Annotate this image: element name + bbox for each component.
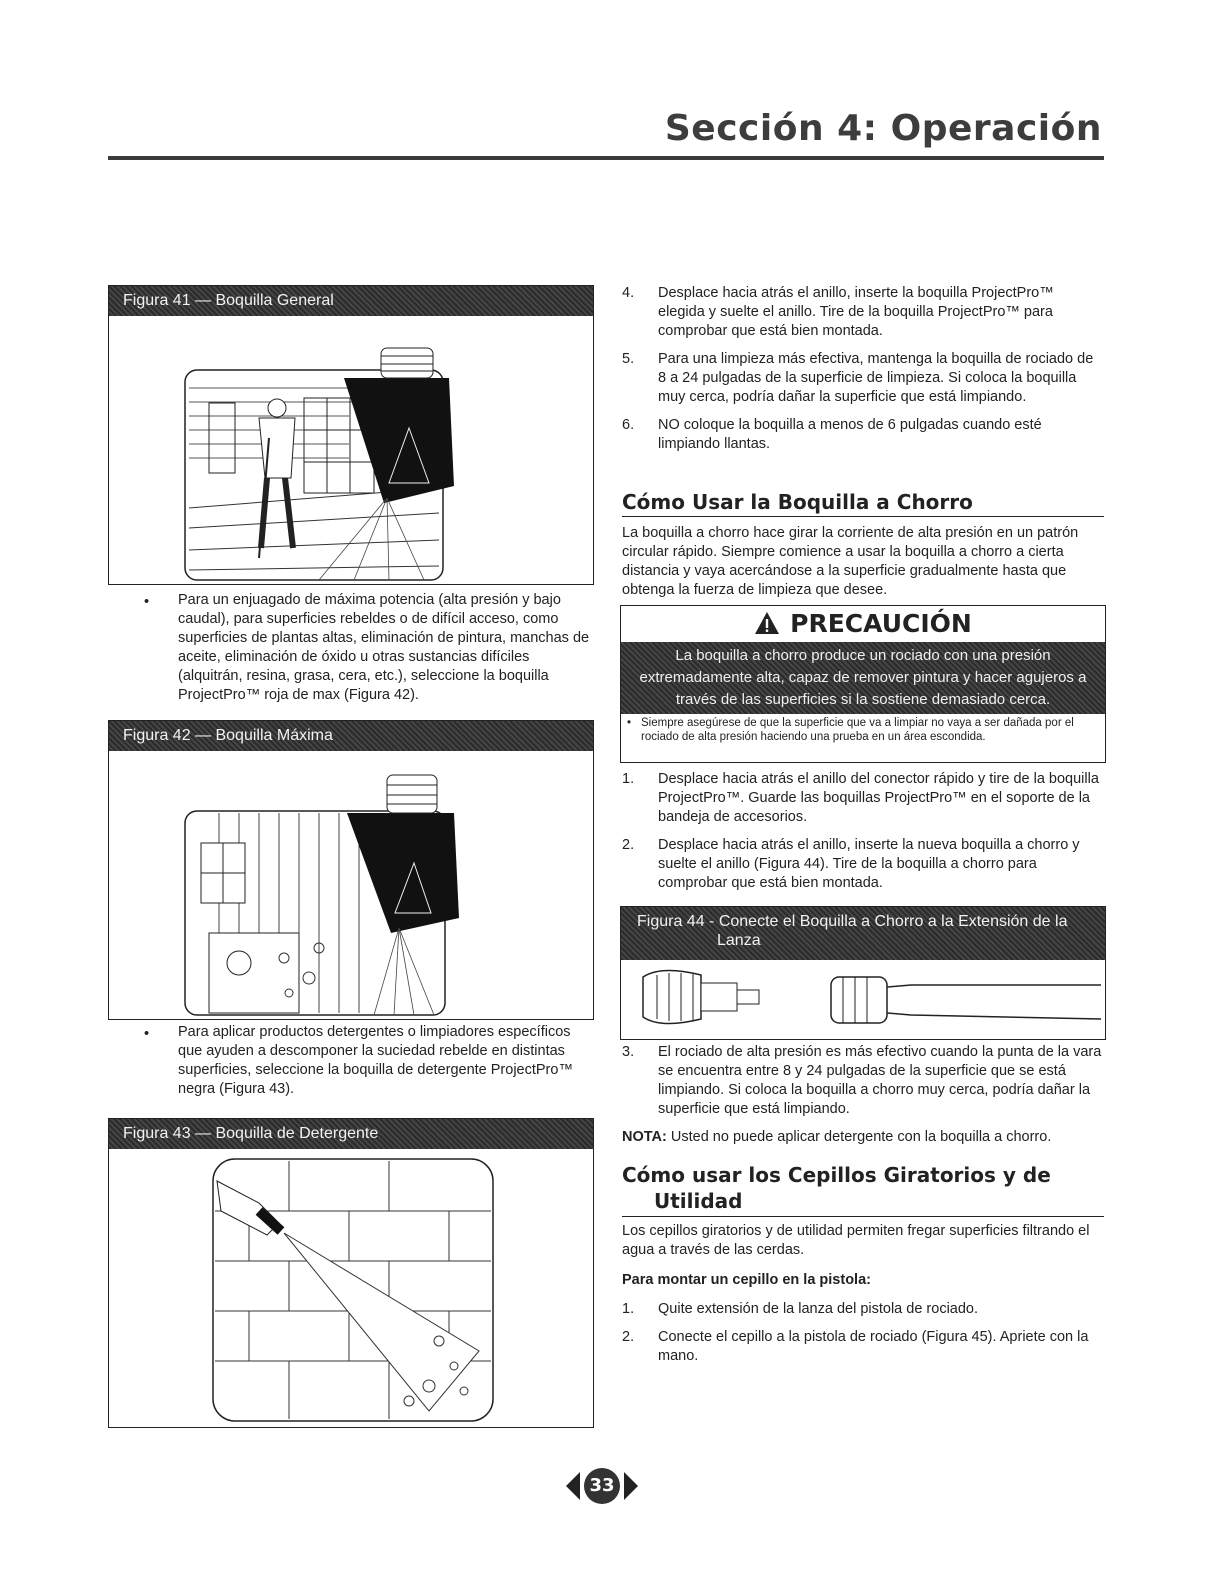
list-item <box>622 836 1104 893</box>
figure-41 <box>108 285 594 585</box>
caution-header <box>621 606 1105 642</box>
figure-41-illustration <box>109 318 593 584</box>
page-number: 33 <box>589 1475 615 1496</box>
steps-top-list <box>622 284 1104 463</box>
figure-42 <box>108 720 594 1020</box>
bullet-dot: • <box>144 1026 150 1042</box>
step-text: Desplace hacia atrás el anillo del conector rápido y tire de la boquilla ProjectPro™. Guarde las boquillas ProjectPro™ en el soporte de la bandeja de accesorios. <box>658 771 1099 825</box>
step-number: 6. <box>622 417 635 433</box>
list-item <box>622 770 1104 827</box>
step-text: Quite extensión de la lanza del pistola de rociado. <box>658 1301 979 1317</box>
figure-41-caption: Figura 41 — Boquilla General <box>109 286 593 316</box>
list-item <box>622 1043 1104 1119</box>
list-item <box>622 1300 1104 1319</box>
steps-cepillo-list <box>622 1300 1104 1375</box>
figure-44-illustration <box>621 957 1105 1039</box>
step-text: Desplace hacia atrás el anillo, inserte la nueva boquilla a chorro y suelte el anillo (Figura 44). Tire de la boquilla a chorro para comprobar que está bien montada. <box>658 837 1080 891</box>
step-number: 1. <box>622 1301 635 1317</box>
step-number: 5. <box>622 351 635 367</box>
list-item <box>622 284 1104 341</box>
step-text: NO coloque la boquilla a menos de 6 pulgadas cuando esté limpiando llantas. <box>658 417 1042 452</box>
section-intro-chorro: La boquilla a chorro hace girar la corriente de alta presión en un patrón circular rápido. Siempre comience a usar la boquilla a chorro a cierta distancia y vaya acercándose a la superficie gradualmente hasta que obtenga la fuerza de limpieza que desee. <box>622 525 1079 598</box>
figure-43-illustration <box>109 1151 593 1427</box>
caution-box <box>620 605 1106 763</box>
step-number: 3. <box>622 1044 635 1060</box>
header-rule <box>108 156 1104 160</box>
nota-text: Usted no puede aplicar detergente con la boquilla a chorro. <box>670 1129 1052 1145</box>
steps-mid-list <box>622 770 1104 902</box>
caution-warning-text: La boquilla a chorro produce un rociado con una presión extremadamente alta, capaz de remover pintura y hacer agujeros a través de las superficies si la sostiene demasiado cerca. <box>621 642 1105 714</box>
section-heading-cepillos-line-1: Cómo usar los Cepillos Giratorios y de <box>622 1163 1051 1187</box>
section-heading-cepillos <box>622 1162 1104 1217</box>
bullet-dot: • <box>144 594 150 610</box>
left-bullet-2: Para aplicar productos detergentes o limpiadores específicos que ayuden a descomponer la suciedad rebelde en distintas superficies, seleccione la boquilla de detergente ProjectPro™ negra (Figura 43). <box>178 1024 573 1097</box>
step-number: 4. <box>622 285 635 301</box>
figure-42-caption: Figura 42 — Boquilla Máxima <box>109 721 593 751</box>
step-text: Conecte el cepillo a la pistola de rociado (Figura 45). Apriete con la mano. <box>658 1329 1089 1364</box>
figure-44-caption-line-1: Figura 44 - Conecte el Boquilla a Chorro a la Extensión de la <box>637 913 1068 930</box>
figure-43 <box>108 1118 594 1428</box>
step-text: El rociado de alta presión es más efectivo cuando la punta de la vara se encuentra entre 8 y 24 pulgadas de la superficie que se está limpiando. Si coloca la boquilla a chorro muy cerca, podría dañar la superficie que está limpiando. <box>658 1044 1102 1117</box>
figure-44-caption-line-2: Lanza <box>717 932 761 949</box>
caution-title: PRECAUCIÓN <box>790 609 972 638</box>
page-title: Sección 4: Operación <box>664 108 1102 149</box>
caution-note-text: Siempre asegúrese de que la superficie que va a limpiar no vaya a ser dañada por el rociado de alta presión haciendo una prueba en un área escondida. <box>641 717 1074 743</box>
caution-note <box>627 716 1099 744</box>
section-intro-cepillos: Los cepillos giratorios y de utilidad permiten fregar superficies filtrando el agua a través de las cerdas. <box>622 1223 1090 1258</box>
step-number: 2. <box>622 837 635 853</box>
step-number: 1. <box>622 771 635 787</box>
nota-label: NOTA: <box>622 1129 667 1145</box>
step-text: Desplace hacia atrás el anillo, inserte la boquilla ProjectPro™ elegida y suelte el anillo. Tire de la boquilla ProjectPro™ para comprobar que está bien montada. <box>658 285 1054 339</box>
warning-icon <box>754 611 780 635</box>
figure-42-illustration <box>109 753 593 1019</box>
section-heading-chorro: Cómo Usar la Boquilla a Chorro <box>622 490 1104 517</box>
figure-44-caption <box>621 907 1105 960</box>
page-number-badge <box>566 1466 638 1506</box>
list-item <box>622 1328 1104 1366</box>
section-heading-cepillos-line-2: Utilidad <box>654 1189 743 1213</box>
step-text: Para una limpieza más efectiva, mantenga la boquilla de rociado de 8 a 24 pulgadas de la superficie de limpieza. Si coloca la boquilla muy cerca, podría dañar la superficie que está limpiando. <box>658 351 1094 405</box>
figure-43-caption: Figura 43 — Boquilla de Detergente <box>109 1119 593 1149</box>
left-bullet-1: Para un enjuagado de máxima potencia (alta presión y bajo caudal), para superficies rebeldes o de difícil acceso, como superficies de plantas altas, eliminación de pintura, manchas de aceite, eliminación de óxido u otras sustancias difíciles (alquitrán, resina, grasa, cera, etc.), seleccione la boquilla ProjectPro™ roja de max (Figura 42). <box>178 592 590 703</box>
bullet-dot: • <box>627 717 632 729</box>
list-item <box>622 416 1104 454</box>
step-3-list <box>622 1043 1104 1128</box>
nota-line <box>622 1128 1106 1147</box>
list-item <box>622 350 1104 407</box>
step-number: 2. <box>622 1329 635 1345</box>
subheading-montar-cepillo: Para montar un cepillo en la pistola: <box>622 1272 871 1288</box>
figure-44 <box>620 906 1106 1040</box>
